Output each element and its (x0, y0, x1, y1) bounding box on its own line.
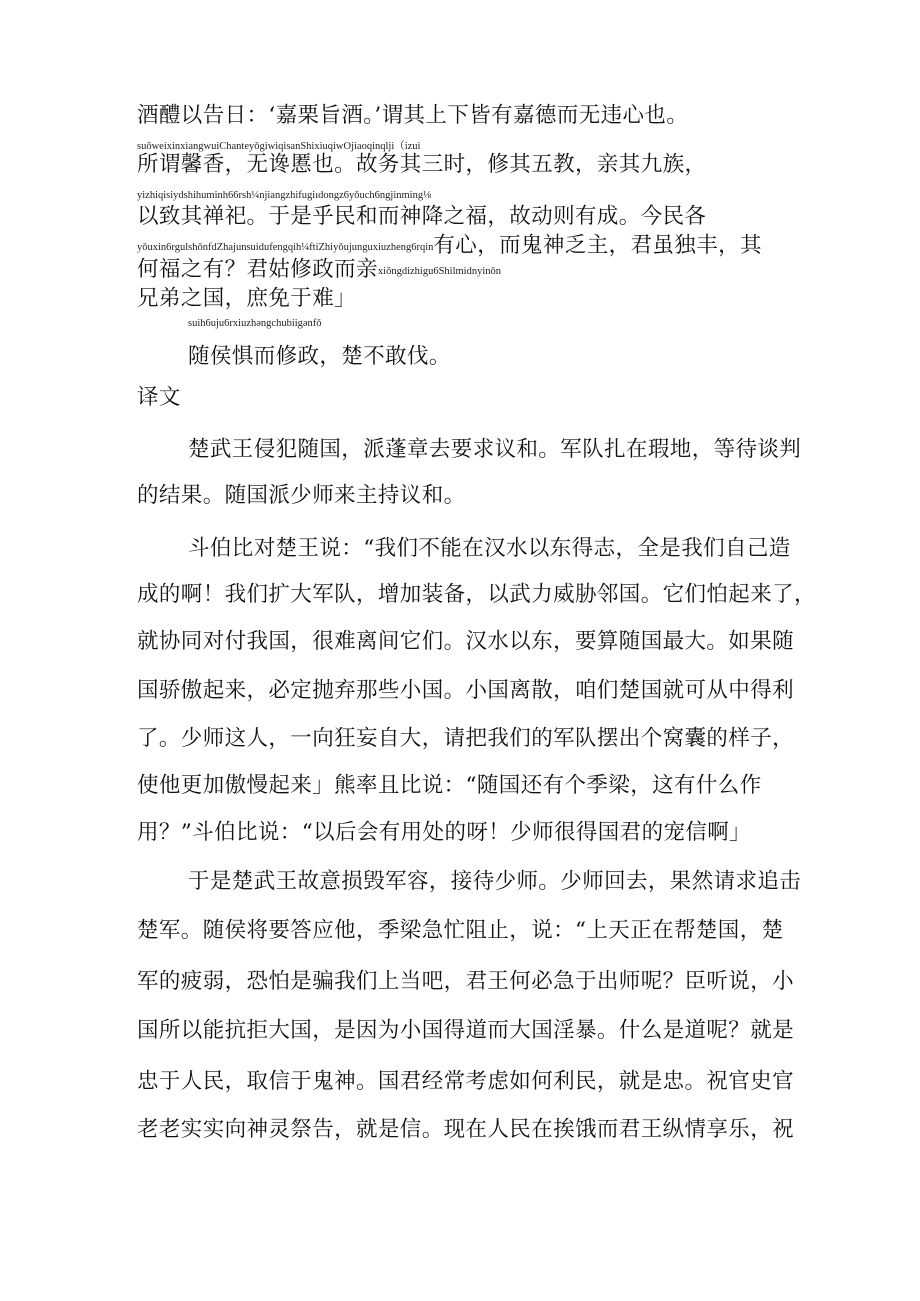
pinyin-line-3: yǒuxin6rgulshǒnfdZhajunsuidufengqih¼ftiZhiyǒujunguxiuzheng6rqin (137, 242, 434, 253)
classical-line-4-row (137, 256, 501, 286)
classical-line-5: 兄弟之国，庶免于难」 (137, 286, 357, 311)
translation-p2-line-7: 用？”斗伯比说：“以后会有用处的呀！少师很得国君的宠信啊」 (137, 820, 752, 845)
pinyin-line-5: suih6uju6rxiuzhǝngchubiigǝnfǒ (188, 318, 322, 329)
translation-p3-line-4: 国所以能抗拒大国，是因为小国得道而大国淫暴。什么是道呢？就是 (137, 1018, 795, 1043)
translation-p3-line-5: 忠于人民，取信于鬼神。国君经常考虑如何利民，就是忠。祝官史官 (137, 1069, 795, 1094)
translation-p1-line-2: 的结果。随国派少师来主持议和。 (137, 483, 466, 508)
translation-p2-line-2: 成的啊！我们扩大军队，增加装备，以武力威胁邻国。它们怕起来了， (137, 582, 816, 607)
translation-p3-line-6: 老老实实向神灵祭告，就是信。现在人民在挨饿而君王纵情享乐，祝 (137, 1117, 795, 1142)
classical-line-6: 随侯惧而修政，楚不敢伐。 (188, 344, 451, 369)
pinyin-line-2: yizhiqisiydshihuminh66rsh¼njiangzhifugiıdongz6yǒuch6ngjinming⅛ (137, 190, 431, 201)
translation-p1-line-1: 楚武王侵犯随国，派蓬章去要求议和。军队扎在瑕地，等待谈判 (188, 437, 802, 462)
classical-line-2: 所谓馨香，无谗慝也。故务其三时，修其五教，亲其九族， (137, 152, 707, 177)
translation-p3-line-1: 于是楚武王故意损毁军容，接待少师。少师回去，果然请求追击 (188, 869, 802, 894)
classical-line-3-tail: 有心，而鬼神乏主，君虽独丰，其 (433, 233, 762, 258)
classical-line-3: 以致其禅祀。于是乎民和而神降之福，故动则有成。今民各 (137, 204, 707, 229)
translation-p2-line-5: 了。少师这人，一向狂妄自大，请把我们的军队摆出个窝囊的样子， (137, 726, 795, 751)
translation-heading: 译文 (137, 385, 181, 410)
translation-p3-line-3: 军的疲弱，恐怕是骗我们上当吧，君王何必急于出师呢？臣听说，小 (137, 969, 795, 994)
translation-p2-line-4: 国骄傲起来，必定抛弃那些小国。小国离散，咱们楚国就可从中得利 (137, 678, 795, 703)
classical-line-4: 何福之有？君姑修政而亲 (137, 257, 378, 282)
translation-p2-line-6: 使他更加傲慢起来」熊率且比说：“随国还有个季梁，这有什么作 (137, 773, 762, 798)
translation-p3-line-2: 楚军。随侯将要答应他，季梁急忙阻止，说：“上天正在帮楚国，楚 (137, 918, 784, 943)
translation-p2-line-3: 就协同对付我国，很难离间它们。汉水以东，要算随国最大。如果随 (137, 629, 795, 654)
translation-p2-line-1: 斗伯比对楚王说：“我们不能在汉水以东得志，全是我们自己造 (188, 536, 791, 561)
pinyin-line-1: suǒweixinxiangwuiChanteyǒgiwiqisanShixiuqiwOjiaoqinqlji（izui (137, 141, 421, 152)
classical-line-1: 酒醴以告日：‘嘉栗旨酒。’谓其上下皆有嘉德而无违心也。 (137, 103, 689, 128)
pinyin-line-4: xiǒngdizhigu6Shilmidnyinǒn (377, 266, 501, 277)
